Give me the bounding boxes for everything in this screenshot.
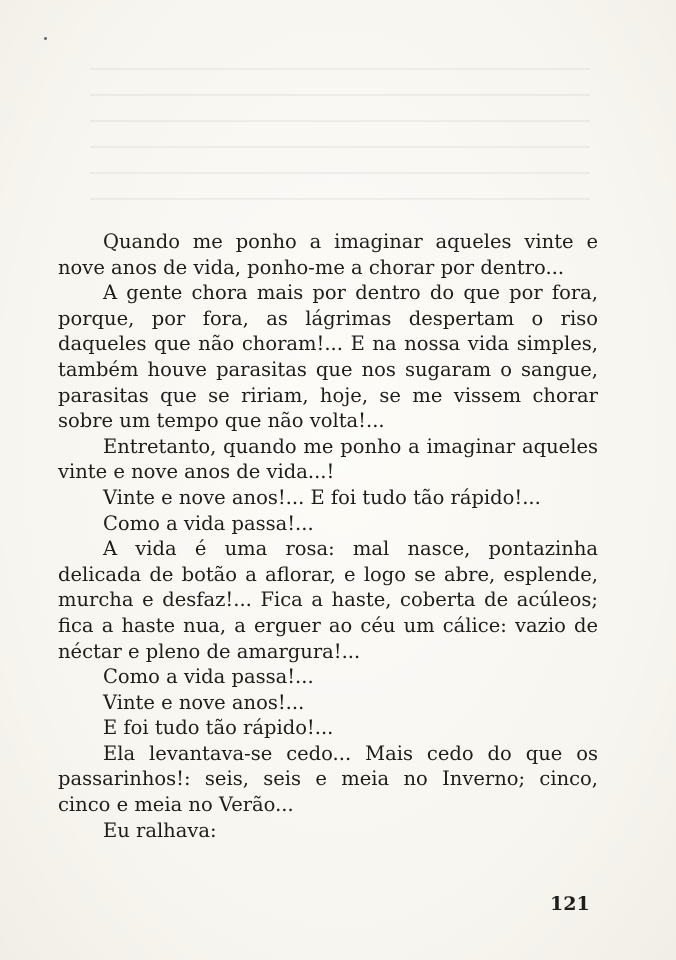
paragraph-3: Entretanto, quando me ponho a imaginar aqueles vinte e nove anos de vida...! <box>58 434 598 484</box>
page-number: 121 <box>550 893 590 915</box>
paragraph-9: E foi tudo tão rápido!... <box>103 716 334 740</box>
paragraph-1: Quando me ponho a imaginar aqueles vinte e nove anos de vida, ponho-me a chorar por dentro... <box>58 230 598 279</box>
paragraph-4: Vinte e nove anos!... E foi tudo tão rápido!... <box>103 485 541 509</box>
paragraph-11: Eu ralhava: <box>103 818 217 842</box>
paragraph-10: Ela levantava-se cedo... Mais cedo do que os passarinhos!: seis, seis e meia no Inverno; cinco, cinco e meia no Verão... <box>58 741 598 817</box>
paragraph-2: A gente chora mais por dentro do que por fora, porque, por fora, as lágrimas despertam o riso daqueles que não choram!... E na nossa vida simples, também houve parasitas que nos sugaram o sangue, parasitas que se ririam, hoje, se me vissem chorar sobre um tempo que não volta!... <box>58 281 598 433</box>
paragraph-7: Como a vida passa!... <box>103 665 314 689</box>
paper-speck <box>44 37 47 40</box>
paragraph-8: Vinte e nove anos!... <box>103 690 305 714</box>
paragraph-5: Como a vida passa!... <box>103 511 314 535</box>
body-text <box>58 229 598 843</box>
bleed-through-text <box>90 50 590 200</box>
paragraph-6: A vida é uma rosa: mal nasce, pontazinha delicada de botão a aflorar, e logo se abre, esplende, murcha e desfaz!... Fica a haste, coberta de acúleos; fica a haste nua, a erguer ao céu um cálice: vazio de néctar e pleno de amargura!... <box>58 537 598 663</box>
